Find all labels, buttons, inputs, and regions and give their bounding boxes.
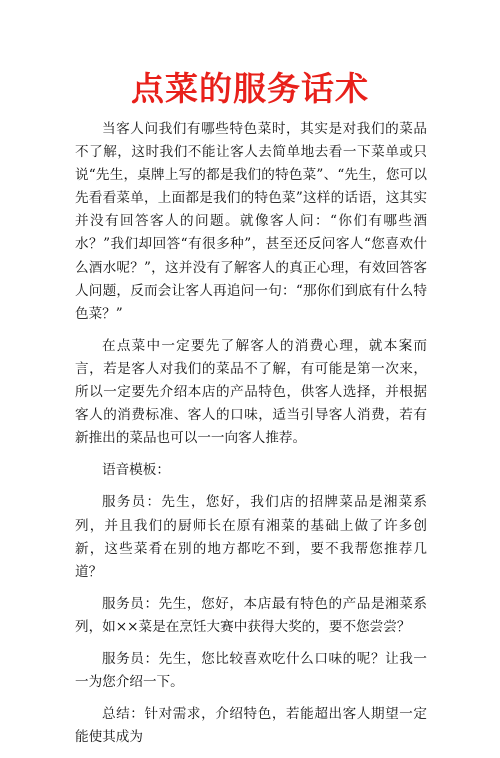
- paragraph-5: 服务员：先生，您好，本店最有特色的产品是湘菜系列，如××菜是在烹饪大赛中获得大奖的，要不您尝尝？: [75, 595, 427, 635]
- paragraph-3: 语音模板：: [102, 462, 170, 479]
- document-body: [75, 118, 427, 758]
- document-title: 点菜的服务话术: [131, 69, 369, 108]
- paragraph-4: 服务员：先生，您好，我们店的招牌菜品是湘菜系列，并且我们的厨师长在原有湘菜的基础上做了许多创新，这些菜肴在别的地方都吃不到，要不我帮您推荐几道？: [75, 494, 427, 580]
- paragraph-6: 服务员：先生，您比较喜欢吃什么口味的呢？让我一一为您介绍一下。: [75, 650, 427, 691]
- paragraph-1: 当客人问我们有哪些特色菜时，其实是对我们的菜品不了解，这时我们不能让客人去简单地去看一下菜单或只说“先生，桌牌上写的都是我们的特色菜”、“先生，您可以先看看菜单，上面都是我们的特色菜”这样的话语，这其实并没有回答客人的问题。就像客人问：“你们有哪些酒水？”我们却回答“有很多种”，甚至还反问客人“您喜欢什么酒水呢？”，这并没有了解客人的真正心理，有效回答客人问题，反而会让客人再追问一句：“那你们到底有什么特色菜？”: [75, 121, 427, 322]
- paragraph-7: 总结：针对需求，介绍特色，若能超出客人期望一定能使其成为: [75, 706, 427, 746]
- paragraph-2: 在点菜中一定要先了解客人的消费心理，就本案而言，若是客人对我们的菜品不了解，有可能是第一次来，所以一定要先介绍本店的产品特色，供客人选择，并根据客人的消费标准、客人的口味，适当引导客人消费，若有新推出的菜品也可以一一向客人推荐。: [75, 337, 427, 447]
